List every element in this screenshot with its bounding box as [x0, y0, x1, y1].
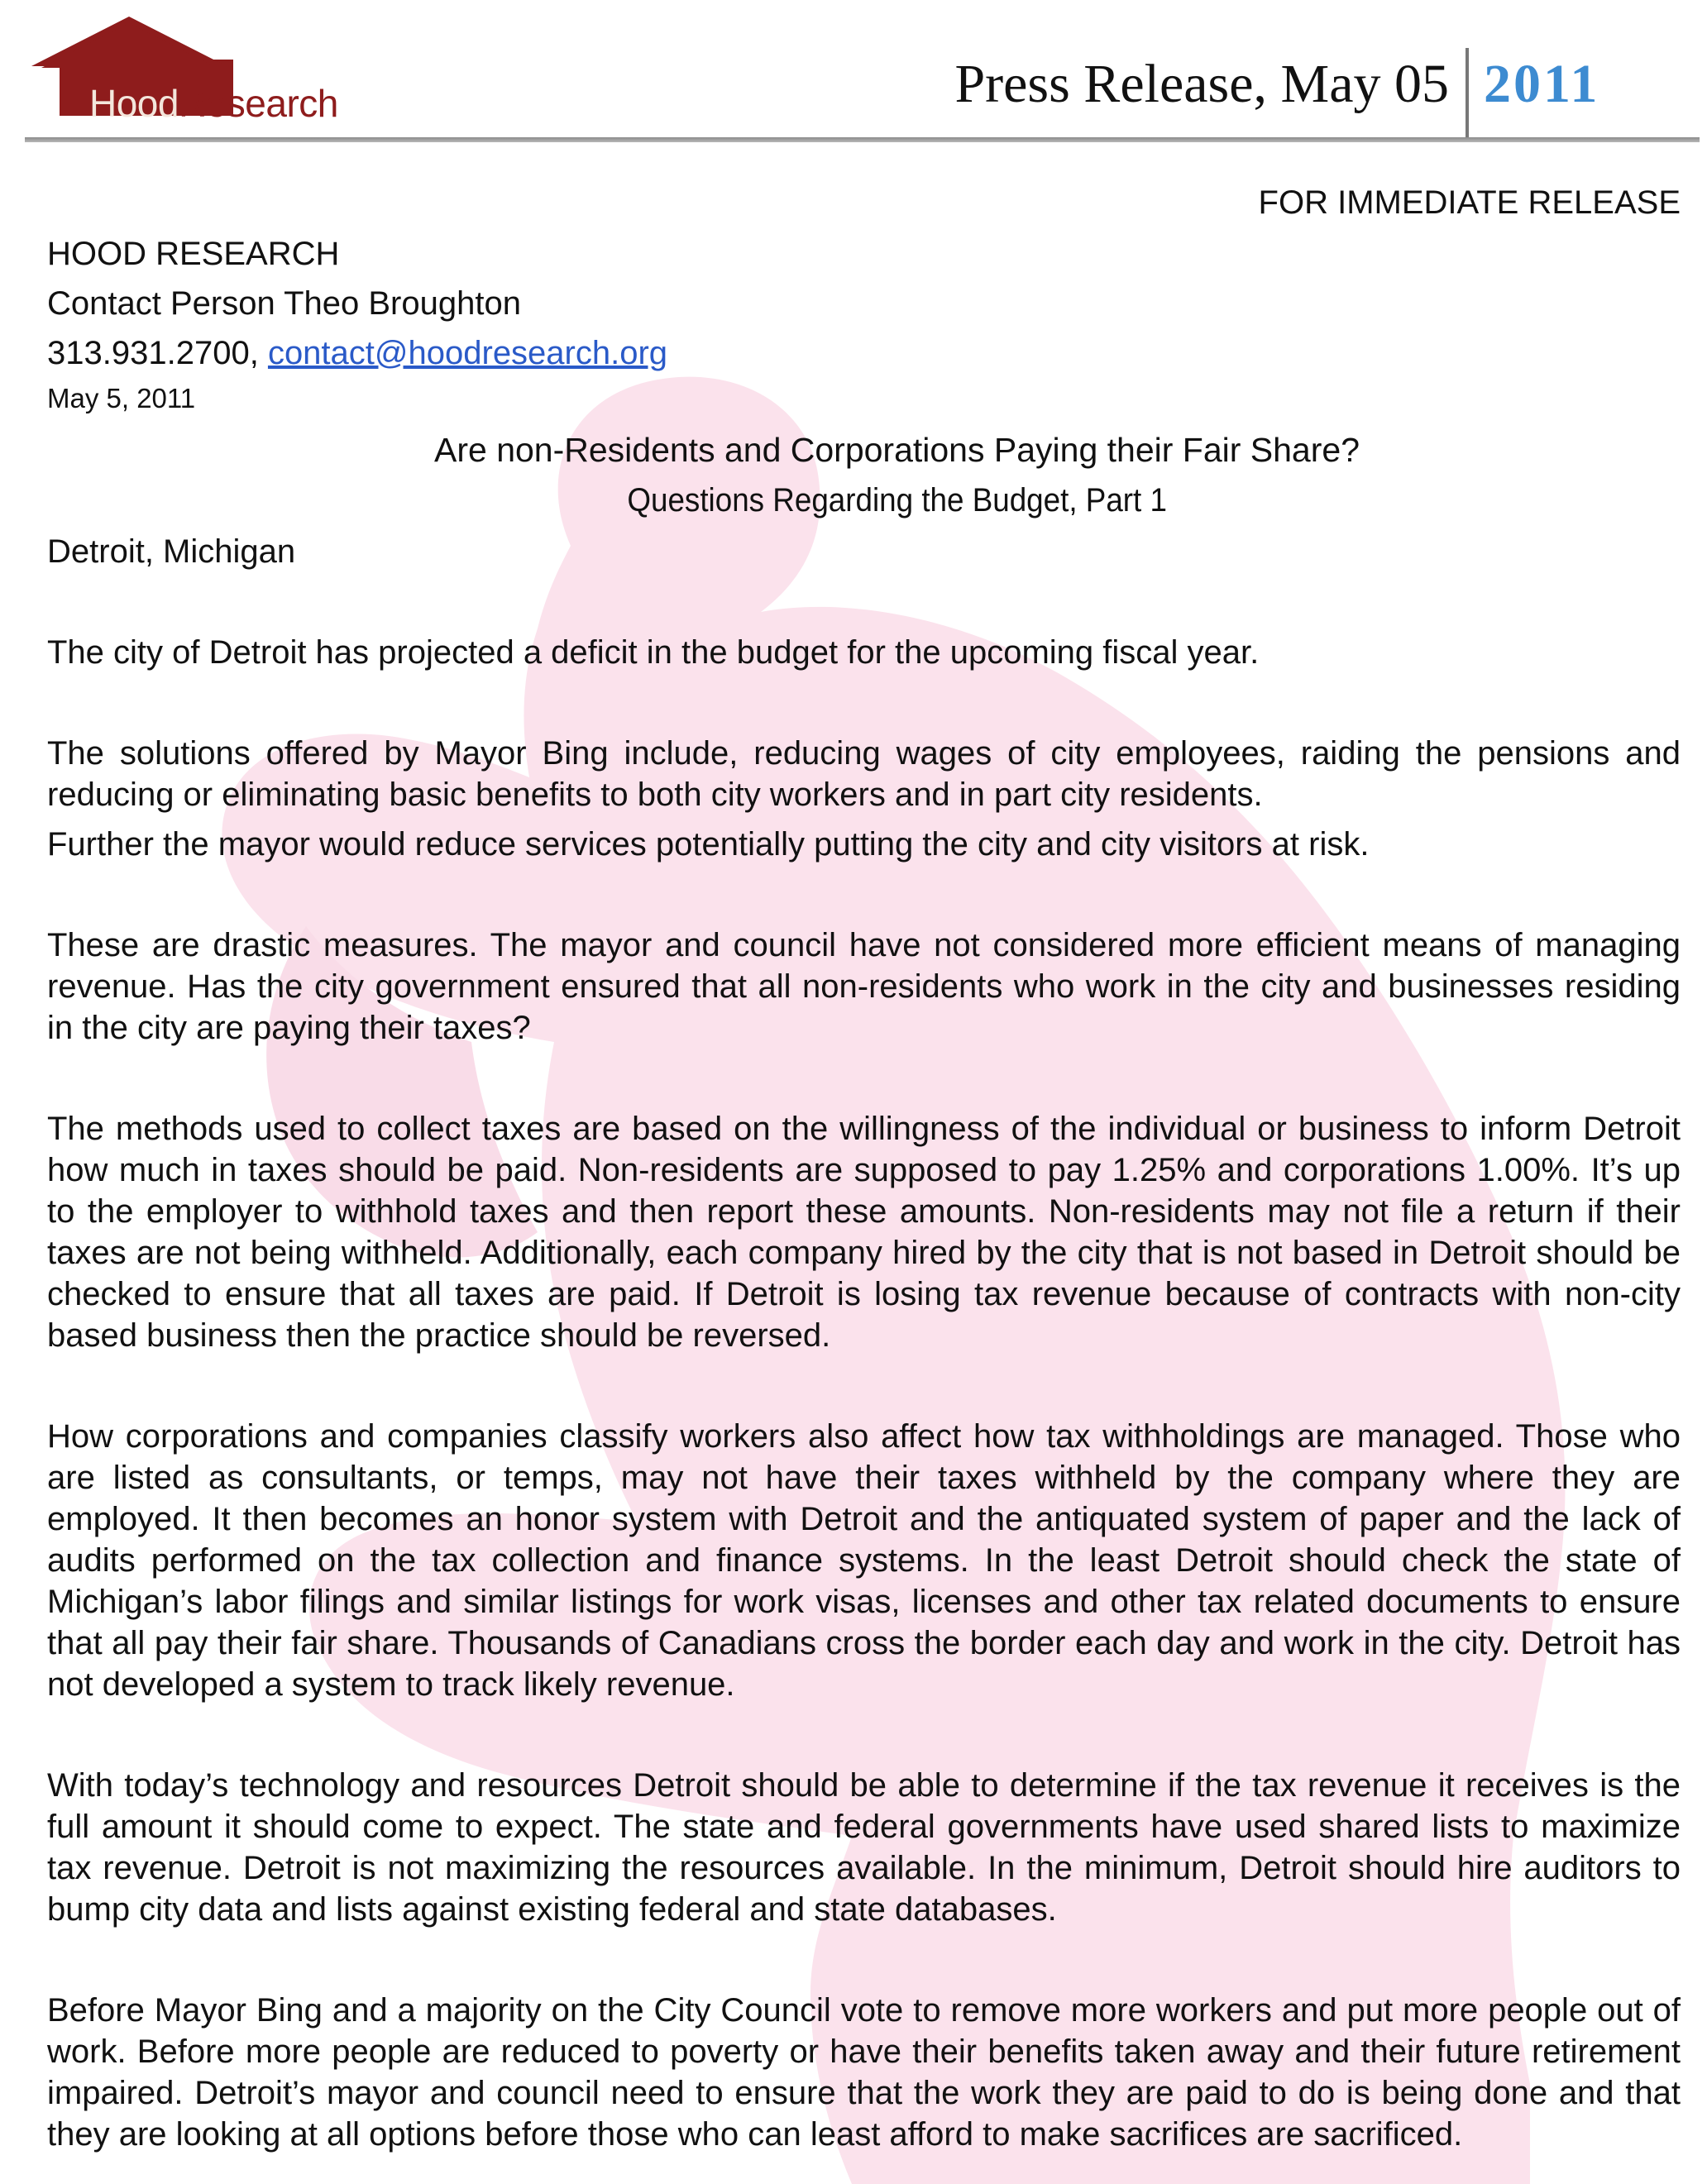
- release-tag: FOR IMMEDIATE RELEASE: [1258, 184, 1681, 221]
- release-date: May 5, 2011: [47, 383, 196, 413]
- headline: Are non-Residents and Corporations Paying their Fair Share?: [434, 431, 1360, 469]
- contact-phone-email: [47, 332, 1681, 374]
- paragraph-1: The city of Detroit has projected a deficit in the budget for the upcoming fiscal year.: [47, 634, 1260, 671]
- contact-person: Contact Person Theo Broughton: [47, 285, 521, 322]
- logo-hood-text: Hood: [89, 82, 179, 125]
- title-block: [47, 425, 1681, 526]
- paragraph-5: The methods used to collect taxes are based on the willingness of the individual or business to inform Detroit how much in taxes should be paid. Non-residents are supposed to pay 1.25% and corporations 1.00%. It’s up to the employer to withhold taxes and then report these amounts. Non-residents may not file a return if their taxes are not being withheld. Additionally, each company hired by the city that is not based in Detroit should be checked to ensure that all taxes are paid. If Detroit is losing tax revenue because of contracts with non-city based business then the practice should be reversed.: [47, 1111, 1681, 1354]
- paragraph-3: Further the mayor would reduce services potentially putting the city and city visitors at risk.: [47, 826, 1370, 863]
- header-rule: [25, 137, 1700, 142]
- press-release-title: Press Release, May 05: [954, 54, 1449, 114]
- paragraph-4: These are drastic measures. The mayor and council have not considered more efficient means of managing revenue. Has the city government ensured that all non-residents who work in the city and businesses residing in the city are paying their taxes?: [47, 927, 1681, 1046]
- page-header: [0, 0, 1707, 149]
- paragraph-7: With today’s technology and resources Detroit should be able to determine if the tax revenue it receives is the full amount it should come to expect. The state and federal governments have used shared lists to maximize tax revenue. Detroit is not maximizing the resources available. In the minimum, Detroit should hire auditors to bump city data and lists against existing federal and state databases.: [47, 1767, 1681, 1928]
- title-separator: [1466, 48, 1469, 139]
- logo-research-text: Research: [178, 82, 338, 125]
- dateline-location: Detroit, Michigan: [47, 533, 296, 570]
- paragraph-6: How corporations and companies classify workers also affect how tax withholdings are managed. Those who are listed as consultants, or temps, may not have their taxes withheld by the company where they are employed. It then becomes an honor system with Detroit and the antiquated system of paper and the lack of audits performed on the tax collection and finance systems. In the least Detroit should check the state of Michigan’s labor filings and similar listings for work visas, licenses and other tax related documents to ensure that all pay their fair share. Thousands of Canadians cross the border each day and work in the city. Detroit has not developed a system to track likely revenue.: [47, 1418, 1681, 1703]
- paragraph-2: The solutions offered by Mayor Bing include, reducing wages of city employees, raiding the pensions and reducing or eliminating basic benefits to both city workers and in part city residents.: [47, 735, 1681, 813]
- hood-research-logo: [31, 17, 379, 132]
- paragraph-8: Before Mayor Bing and a majority on the City Council vote to remove more workers and put more people out of work. Before more people are reduced to poverty or have their benefits taken away and their future retirement impaired. Detroit’s mayor and council need to ensure that the work they are paid to do is being done and that they are looking at all options before those who can least afford to make sacrifices are sacrificed.: [47, 1992, 1681, 2153]
- logo-wordmark: [89, 81, 338, 126]
- subtitle: Questions Regarding the Budget, Part 1: [627, 482, 1167, 519]
- contact-email-link[interactable]: contact@hoodresearch.org: [267, 335, 668, 371]
- contact-phone: 313.931.2700,: [47, 335, 259, 371]
- press-release-year: 2011: [1484, 54, 1600, 114]
- document-body: [47, 182, 1681, 2155]
- contact-org: HOOD RESEARCH: [47, 236, 340, 272]
